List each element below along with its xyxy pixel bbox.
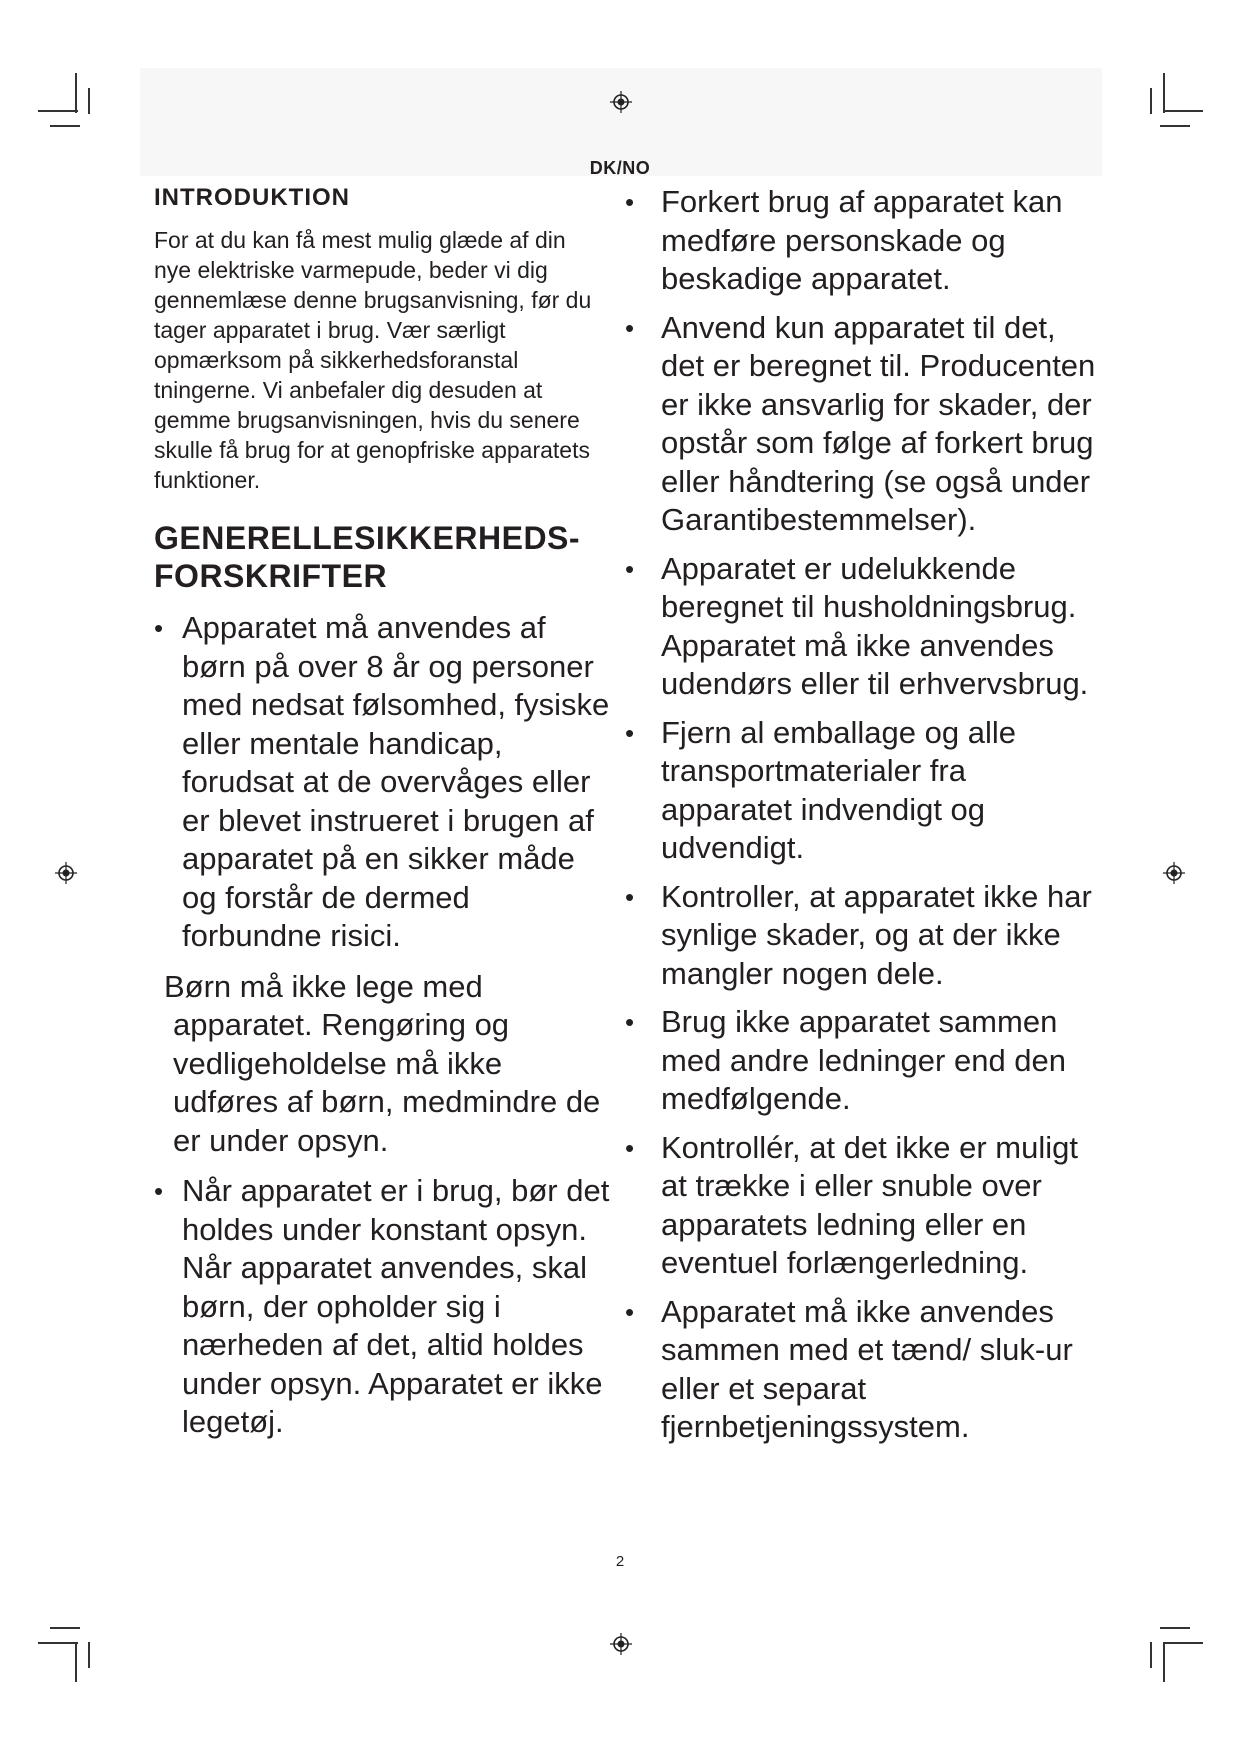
list-item: [154, 1172, 614, 1442]
list-item-text: Brug ikke apparatet sammen med andre ledninger end den medfølgende.: [661, 1004, 1067, 1116]
list-item: [625, 183, 1105, 299]
bullet-icon: •: [625, 717, 635, 748]
list-item-text: Apparatet må anvendes af børn på over 8 år og personer med nedsat følsomhed, fysiske eller mentale handicap, forudsat at de overvåges eller er blevet instrueret i brugen af apparatet på en sikker måde og forstår de dermed forbundne risici.: [182, 610, 610, 953]
crop-mark: [50, 125, 80, 127]
bullet-icon: •: [625, 1007, 635, 1037]
registration-mark-icon: [1163, 862, 1185, 884]
list-item: [625, 1129, 1105, 1283]
safety-heading-line: FORSKRIFTER: [154, 558, 388, 594]
crop-mark: [1150, 1642, 1152, 1668]
list-item-text: Apparatet er udelukkende beregnet til husholdningsbrug. Apparatet må ikke anvendes udendørs eller til erhvervsbrug.: [661, 550, 1089, 701]
bullet-icon: •: [154, 613, 164, 643]
crop-mark: [1163, 110, 1203, 112]
bullet-icon: •: [625, 1132, 635, 1163]
safety-list: [154, 1172, 614, 1442]
list-item-text: Når apparatet er i brug, bør det holdes under konstant opsyn. Når apparatet anvendes, skal børn, der opholder sig i nærheden af det, altid holdes under opsyn. Apparatet er ikke legetøj.: [182, 1173, 610, 1439]
bullet-icon: •: [154, 1176, 164, 1206]
crop-mark: [38, 1642, 78, 1644]
list-item-text: Kontroller, at apparatet ikke har synlige skader, og at der ikke mangler nogen dele.: [661, 878, 1092, 991]
list-item-text: Apparatet må ikke anvendes sammen med et tænd/ sluk-ur eller et separat fjernbetjeningssystem.: [661, 1293, 1073, 1444]
crop-mark: [38, 110, 78, 112]
intro-text: For at du kan få mest mulig glæde af din nye elektriske varmepude, beder vi dig gennemlæse denne brugsanvisning, før du tager apparatet i brug. Vær særligt opmærksom på sikkerhedsforanstal tningerne. Vi anbefaler dig desuden at gemme brugsanvisningen, hvis du senere skulle få brug for at genopfriske apparatets funktioner.: [154, 227, 592, 493]
crop-mark: [88, 88, 90, 114]
list-item: [625, 1003, 1105, 1119]
registration-mark-icon: [610, 91, 632, 113]
bullet-icon: •: [625, 553, 635, 584]
crop-mark: [1160, 125, 1190, 127]
bullet-icon: •: [625, 881, 635, 912]
list-item-text: Kontrollér, at det ikke er muligt at trække i eller snuble over apparatets ledning eller en eventuel forlængerledning.: [661, 1129, 1078, 1280]
page-number: 2: [615, 1553, 625, 1570]
safety-heading: [154, 519, 614, 595]
list-item-text: Fjern al emballage og alle transportmaterialer fra apparatet indvendigt og udvendigt.: [661, 714, 1016, 865]
list-item: [625, 714, 1105, 868]
registration-mark-icon: [55, 862, 77, 884]
crop-mark: [1160, 1627, 1190, 1629]
list-item: [625, 309, 1105, 540]
language-code: DK/NO: [589, 158, 651, 178]
bullet-icon: •: [625, 312, 635, 343]
crop-mark: [1163, 1642, 1203, 1644]
crop-mark: [50, 1627, 80, 1629]
left-column: [154, 183, 614, 1442]
list-item: [154, 609, 614, 956]
crop-mark: [1163, 73, 1165, 113]
bullet-icon: •: [625, 1296, 635, 1327]
crop-mark: [88, 1642, 90, 1668]
safety-list: [625, 183, 1105, 1447]
bullet-icon: •: [625, 187, 635, 217]
list-item-text: Forkert brug af apparatet kan medføre personskade og beskadige apparatet.: [661, 184, 1063, 296]
crop-mark: [75, 73, 77, 113]
crop-mark: [1150, 88, 1152, 114]
crop-mark: [1163, 1642, 1165, 1682]
intro-heading: INTRODUKTION: [154, 184, 350, 211]
safety-list: [154, 609, 614, 956]
list-item: [625, 1293, 1105, 1447]
registration-mark-icon: [610, 1633, 632, 1655]
crop-mark: [75, 1642, 77, 1682]
list-item: [625, 878, 1105, 994]
list-item-continuation: Børn må ikke lege med apparatet. Rengøring og vedligeholdelse må ikke udføres af børn, medmindre de er under opsyn.: [164, 968, 601, 1158]
right-column: [625, 183, 1105, 1457]
list-item: [625, 550, 1105, 704]
safety-heading-line: GENERELLESIKKERHEDS-: [154, 520, 581, 556]
list-item-text: Anvend kun apparatet til det, det er beregnet til. Producenten er ikke ansvarlig for skader, der opstår som følge af forkert brug eller håndtering (se også under Garantibestemmelser).: [661, 309, 1096, 537]
